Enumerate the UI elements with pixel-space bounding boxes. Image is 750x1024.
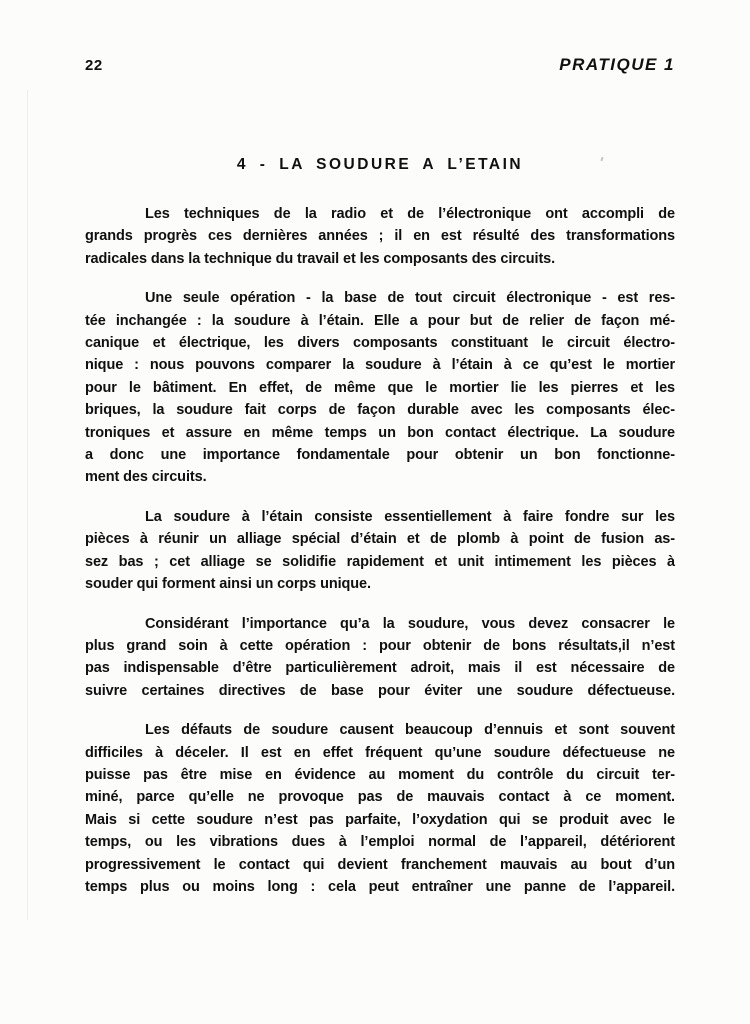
- text-line: souder qui forment ainsi un corps unique.: [85, 576, 371, 593]
- text-line: progressivement le contact qui devient franchement mauvais au bout d’un: [85, 856, 675, 873]
- paragraph: [85, 287, 675, 489]
- text-line: troniques et assure en même temps un bon contact électrique. La soudure: [85, 424, 675, 441]
- text-line: Mais si cette soudure n’est pas parfaite, l’oxydation qui se produit avec le: [85, 811, 675, 828]
- text-line: ment des circuits.: [85, 469, 207, 486]
- text-line: suivre certaines directives de base pour éviter une soudure défectueuse.: [85, 682, 675, 699]
- text-line: puisse pas être mise en évidence au moment du contrôle du circuit ter-: [85, 766, 675, 783]
- text-line: pièces à réunir un alliage spécial d’étain et de plomb à point de fusion as-: [85, 531, 675, 548]
- paragraph: [85, 506, 675, 596]
- paragraph: [85, 719, 675, 898]
- running-title: PRATIQUE 1: [559, 55, 675, 74]
- scan-artifact-line: [27, 90, 28, 920]
- text-line: a donc une importance fondamentale pour obtenir un bon fonctionne-: [85, 447, 675, 464]
- text-line: grands progrès ces dernières années ; il en est résulté des transformations: [85, 228, 675, 245]
- text-line: pour le bâtiment. En effet, de même que le mortier lie les pierres et les: [85, 379, 675, 396]
- text-line: La soudure à l’étain consiste essentiellement à faire fondre sur les: [145, 508, 675, 525]
- paragraph: [85, 613, 675, 703]
- text-line: temps, ou les vibrations dues à l’emploi normal de l’appareil, détériorent: [85, 834, 675, 851]
- paragraph: [85, 203, 675, 270]
- text-line: difficiles à déceler. Il est en effet fréquent qu’une soudure défectueuse ne: [85, 744, 675, 761]
- text-line: briques, la soudure fait corps de façon durable avec les composants élec-: [85, 402, 675, 419]
- text-line: Considérant l’importance qu’a la soudure, vous devez consacrer le: [145, 615, 675, 632]
- text-line: pas indispensable d’être particulièrement adroit, mais il est nécessaire de: [85, 660, 675, 677]
- body-text: [85, 203, 675, 898]
- text-line: canique et électrique, les divers composants constituant le circuit électro-: [85, 335, 675, 352]
- page-number: 22: [85, 57, 103, 74]
- text-line: nique : nous pouvons comparer la soudure à l’étain à ce qu’est le mortier: [85, 357, 675, 374]
- text-line: Les défauts de soudure causent beaucoup d’ennuis et sont souvent: [145, 722, 675, 739]
- page-header: [85, 55, 675, 75]
- text-line: sez bas ; cet alliage se solidifie rapidement et unit intimement les pièces à: [85, 553, 675, 570]
- text-line: temps plus ou moins long : cela peut entraîner une panne de l’appareil.: [85, 878, 675, 895]
- text-line: miné, parce qu’elle ne provoque pas de mauvais contact à ce moment.: [85, 789, 675, 806]
- text-line: Les techniques de la radio et de l’électronique ont accompli de: [145, 206, 675, 222]
- text-line: Une seule opération - la base de tout circuit électronique - est res-: [145, 290, 675, 307]
- text-line: tée inchangée : la soudure à l’étain. Elle a pour but de relier de façon mé-: [85, 312, 675, 329]
- text-line: radicales dans la technique du travail et les composants des circuits.: [85, 250, 556, 267]
- text-line: plus grand soin à cette opération : pour obtenir de bons résultats,il n’est: [85, 637, 675, 654]
- section-title: 4 - LA SOUDURE A L’ETAIN: [236, 156, 524, 173]
